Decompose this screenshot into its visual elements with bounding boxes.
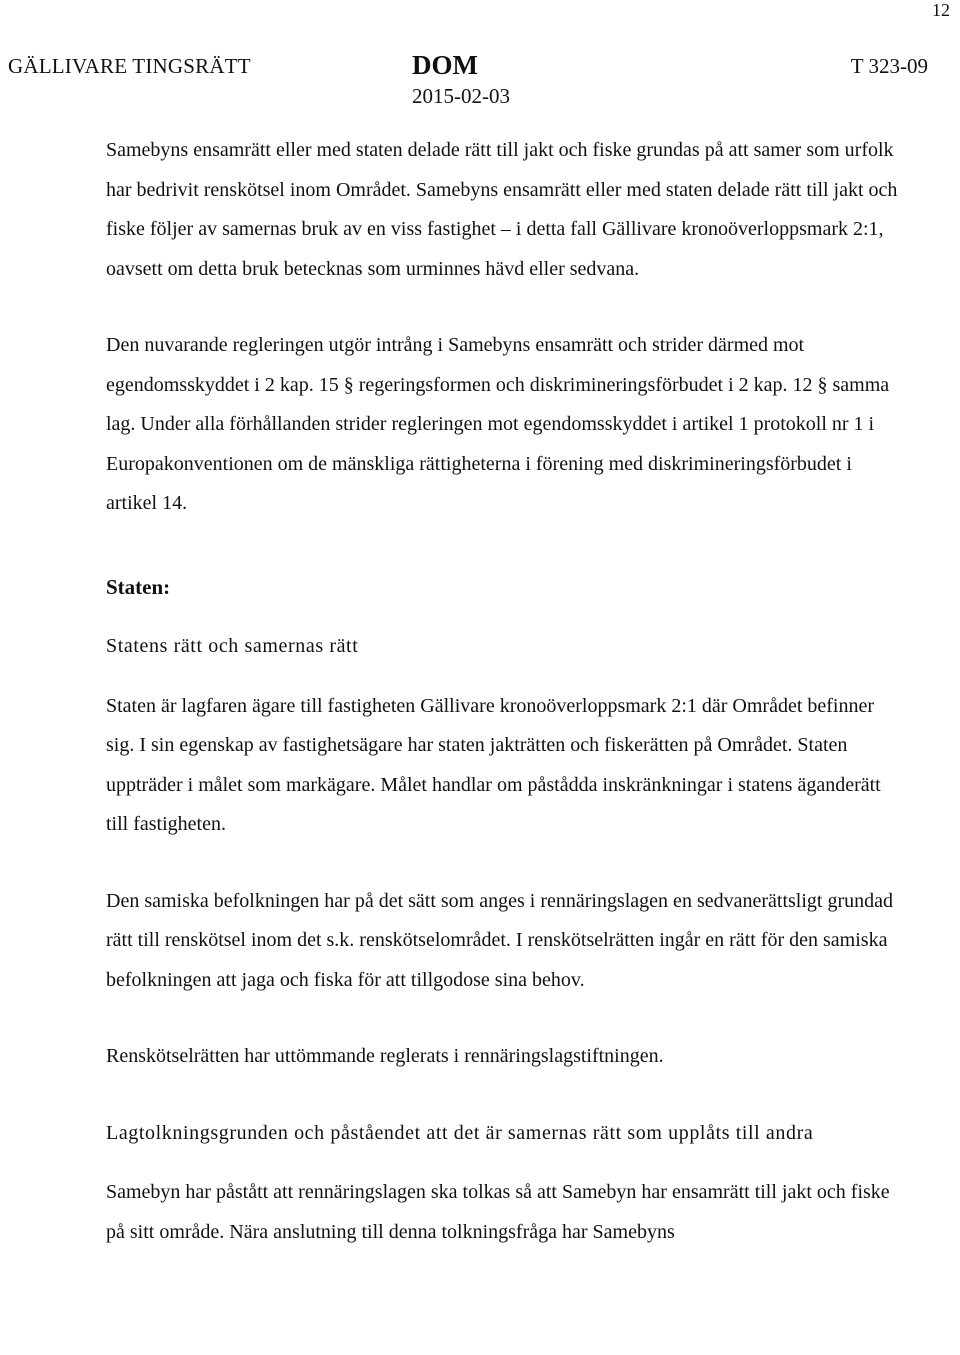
paragraph-sameby-claim: Samebyns ensamrätt eller med staten delade rätt till jakt och fiske grundas på att samer som urfolk har bedrivit renskötsel inom Området. Samebyns ensamrätt eller med staten delade rätt till jakt och fiske följer av samernas bruk av en viss fastighet – i detta fall Gällivare kronoöverloppsmark 2:1, oavsett om detta bruk betecknas som urminnes hävd eller sedvana. — [106, 139, 898, 280]
case-number: T 323-09 — [850, 54, 928, 78]
section-heading-staten: Staten: — [106, 574, 171, 599]
paragraph-sameby-interpretation: Samebyn har påstått att rennäringslagen ska tolkas så att Samebyn har ensamrätt till jakt och fiske på sitt område. Nära anslutning till denna tolkningsfråga har Samebyns — [106, 1181, 890, 1243]
court-name: GÄLLIVARE TINGSRÄTT — [8, 54, 251, 78]
paragraph-state-ownership: Staten är lagfaren ägare till fastigheten Gällivare kronoöverloppsmark 2:1 där Området befinner sig. I sin egenskap av fastighetsägare har staten jakträtten och fiskerätten på Området. Staten uppträder i målet som markägare. Målet handlar om påstådda inskränkningar i statens äganderätt till fastigheten. — [106, 694, 881, 835]
paragraph-regulation-infringement: Den nuvarande regleringen utgör intrång i Samebyns ensamrätt och strider därmed mot egendomsskyddet i 2 kap. 15 § regeringsformen och diskrimineringsförbudet i 2 kap. 12 § samma lag. Under alla förhållanden strider regleringen mot egendomsskyddet i artikel 1 protokoll nr 1 i Europakonventionen om de mänskliga rättigheterna i förening med diskrimineringsförbudet i artikel 14. — [106, 334, 890, 514]
subheading-interpretation: Lagtolkningsgrunden och påståendet att det är samernas rätt som upplåts till andra — [106, 1121, 814, 1144]
page-number: 12 — [932, 0, 950, 20]
document-date: 2015-02-03 — [412, 84, 510, 108]
paragraph-reindeer-regulation: Renskötselrätten har uttömmande reglerats i rennäringslagstiftningen. — [106, 1045, 664, 1067]
document-body — [106, 131, 906, 1252]
document-type: DOM — [412, 50, 478, 80]
subheading-rights: Statens rätt och samernas rätt — [106, 635, 359, 657]
document-header — [8, 50, 928, 114]
paragraph-sami-population: Den samiska befolkningen har på det sätt som anges i rennäringslagen en sedvanerättsligt grundad rätt till renskötsel inom det s.k. renskötselområdet. I renskötselrätten ingår en rätt för den samiska befolkningen att jaga och fiska för att tillgodose sina behov. — [106, 889, 893, 991]
